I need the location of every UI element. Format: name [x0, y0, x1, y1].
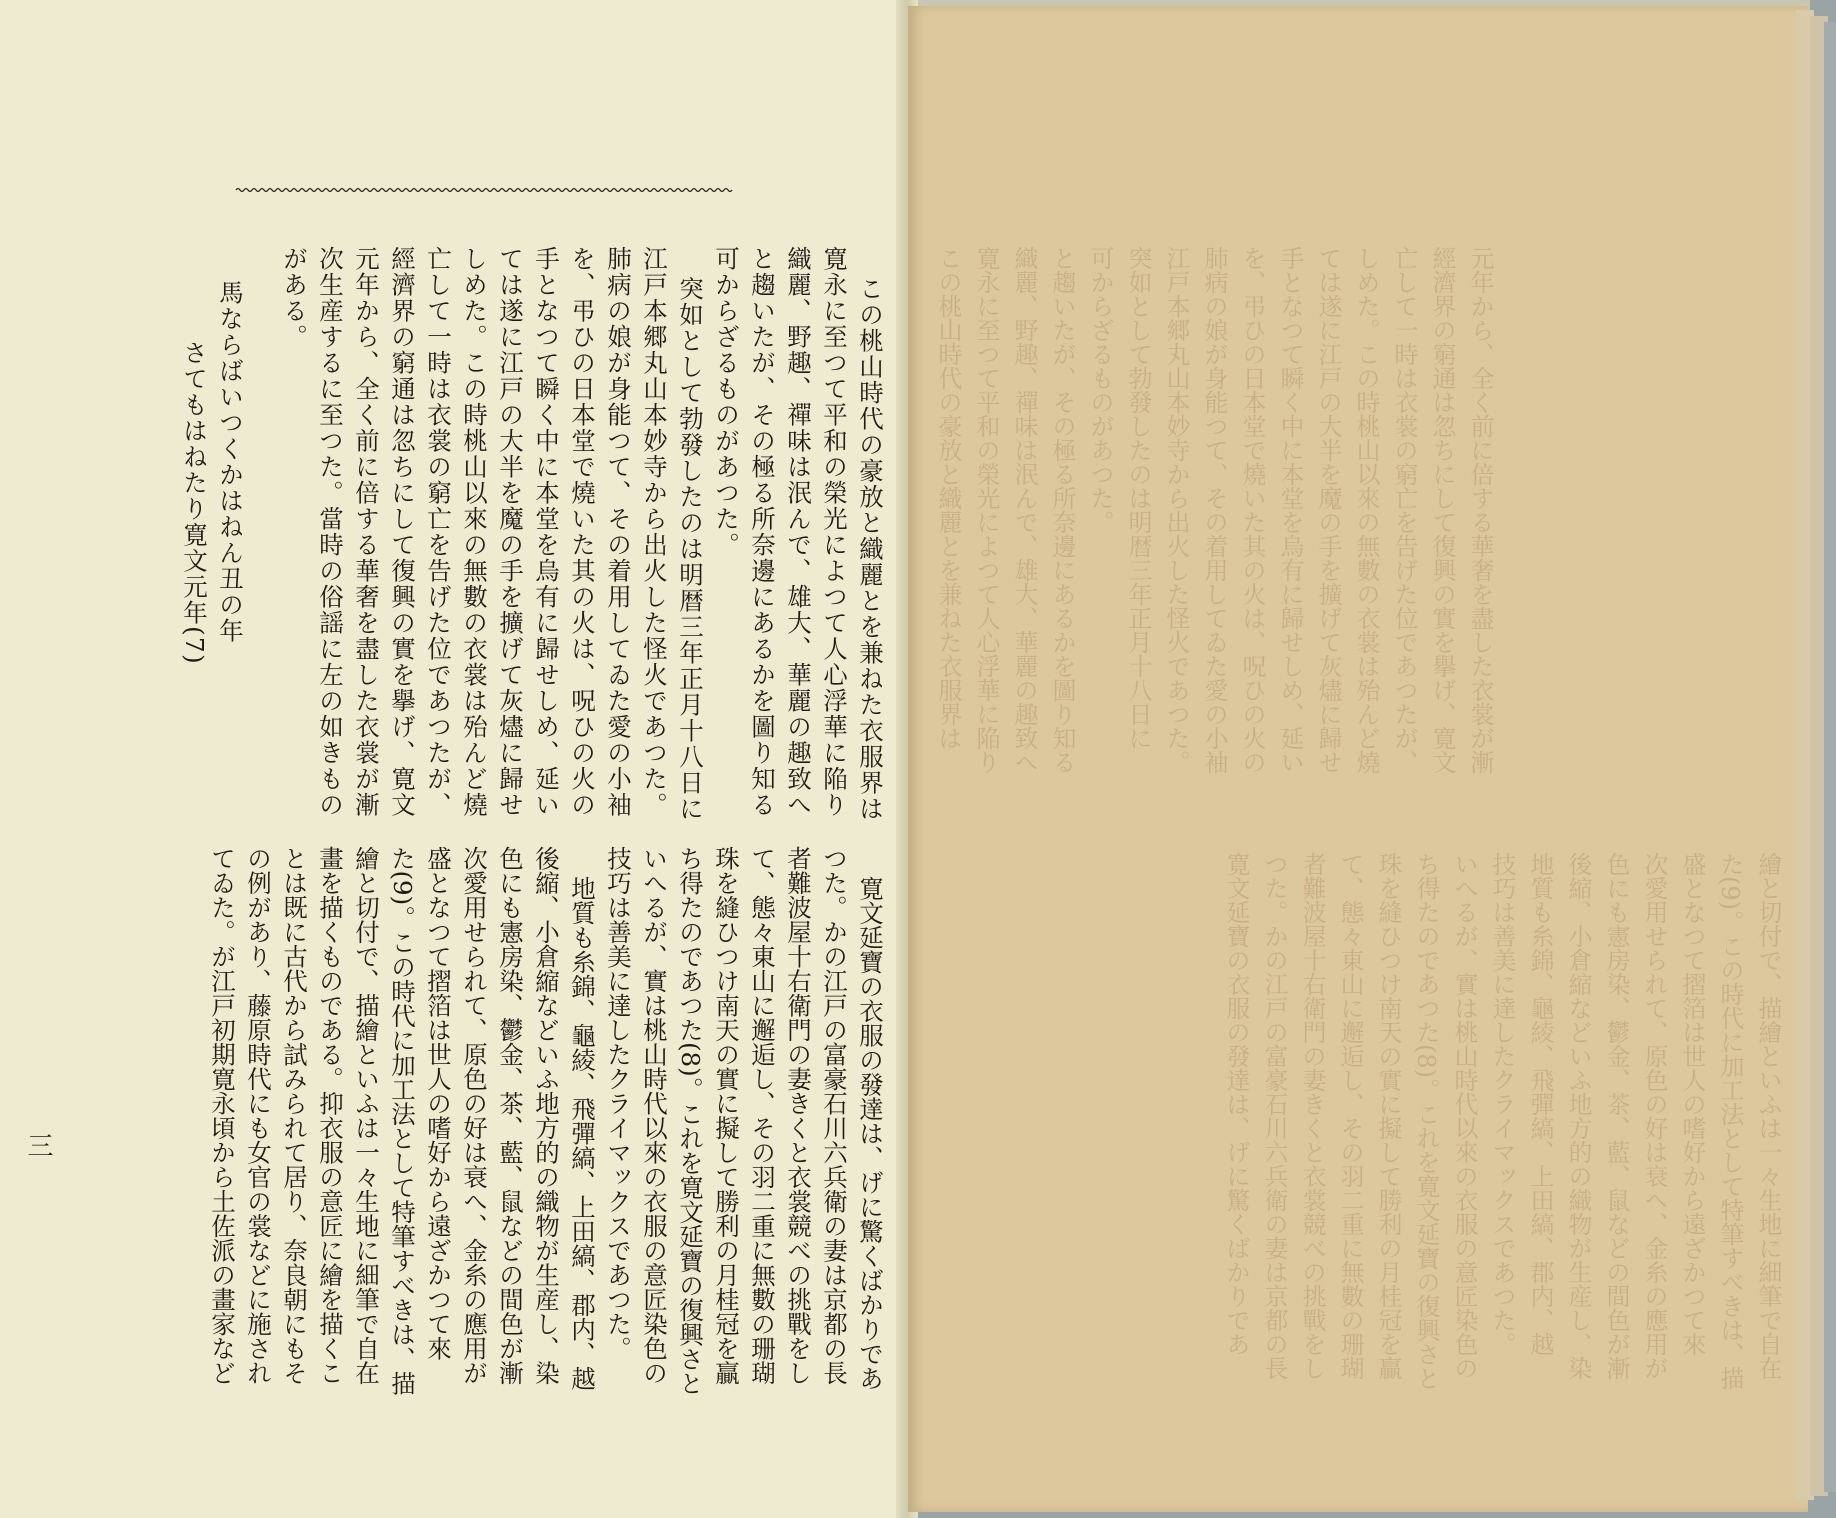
text-column: てゐた。が江戸初期寛永頃から土佐派の畫家など [208, 846, 237, 1385]
text-column: 色にも憲房染、鬱金、茶、藍、鼠などの間色が漸 [496, 846, 525, 1385]
text-column: を、弔ひの日本堂で燒いた其の火は、呪ひの火の [568, 246, 597, 818]
text-column: がある。 [280, 246, 309, 350]
text-column: この桃山時代の豪放と織麗とを兼ねた衣服界は [856, 276, 885, 822]
text-column: を、弔ひの日本堂で燒いた其の火は、呪ひの火の [1238, 246, 1266, 774]
text-column: 經濟界の窮通は忽ちにして復興の實を擧げ、寛文 [388, 246, 417, 818]
text-column: た(9)。この時代に加工法として特筆すべきは、描 [1716, 852, 1744, 1390]
text-column: の例があり、藤原時代にも女官の裳などに施され [244, 846, 273, 1385]
text-column: 亡して一時は衣裳の窮亡を告げた位であつたが、 [1390, 246, 1418, 774]
text-column: ては遂に江戸の大半を魔の手を擴げて灰燼に歸せ [1314, 246, 1342, 774]
text-column: 可からざるものがあつた。 [712, 246, 741, 558]
page-edge [1824, 22, 1836, 1492]
text-column: 珠を縫ひつけ南天の實に擬して勝利の月桂冠を贏 [1374, 852, 1402, 1380]
text-column: ち得たのであつた(8)。これを寛文延寶の復興さと [676, 846, 705, 1396]
text-column: 繪と切付で、描繪といふは一々生地に細筆で自在 [352, 846, 381, 1385]
text-column: 後縮、小倉縮などいふ地方的の織物が生産し、染 [532, 846, 561, 1385]
text-column: と趨いたが、その極る所奈邊にあるかを圖り知る [1048, 246, 1076, 774]
text-column: 後縮、小倉縮などいふ地方的の織物が生産し、染 [1564, 852, 1592, 1380]
text-column: 手となつて瞬く中に本堂を烏有に歸せしめ、延い [532, 246, 561, 818]
text-column: 者難波屋十右衛門の妻きくと衣裳競べの挑戰をし [1298, 852, 1326, 1380]
text-column: ては遂に江戸の大半を魔の手を擴げて灰燼に歸せ [496, 246, 525, 818]
text-column: 畫を描くものである。抑衣服の意匠に繪を描くこ [316, 846, 345, 1385]
text-column: 肺病の娘が身能つて、その着用してゐた愛の小袖 [1200, 246, 1228, 774]
text-column: 元年から、全く前に倍する華奢を盡した衣裳が漸 [1466, 246, 1494, 774]
text-column: て、態々東山に邂逅し、その羽二重に無數の珊瑚 [1336, 852, 1364, 1380]
text-column: 盛となつて摺箔は世人の嗜好から遠ざかつて來 [424, 846, 453, 1361]
text-column: 突如として勃發したのは明暦三年正月十八日に [676, 276, 705, 822]
text-column: いへるが、實は桃山時代以來の衣服の意匠染色の [640, 846, 669, 1385]
text-column: 技巧は善美に達したクライマックスであつた。 [604, 846, 633, 1361]
text-column: 江戸本郷丸山本妙寺から出火した怪火であつた。 [1162, 246, 1190, 774]
text-column: て、態々東山に邂逅し、その羽二重に無數の珊瑚 [748, 846, 777, 1385]
text-column: と趨いたが、その極る所奈邊にあるかを圖り知る [748, 246, 777, 818]
text-column: 地質も糸錦、龜綾、飛彈縞、上田縞、郡内、越 [1526, 852, 1554, 1356]
text-column: 江戸本郷丸山本妙寺から出火した怪火であつた。 [640, 246, 669, 818]
text-column: 寛文延寶の衣服の發達は、げに驚くばかりであ [856, 876, 885, 1391]
text-column: つた。かの江戸の富豪石川六兵衛の妻は京都の長 [1260, 852, 1288, 1380]
text-column: 盛となつて摺箔は世人の嗜好から遠ざかつて來 [1678, 852, 1706, 1356]
text-column: いへるが、實は桃山時代以來の衣服の意匠染色の [1450, 852, 1478, 1380]
left-page [0, 0, 912, 1518]
text-column: 寛永に至つて平和の榮光によつて人心浮華に陥り [972, 246, 1000, 774]
text-column: 者難波屋十右衛門の妻きくと衣裳競べの挑戰をし [784, 846, 813, 1385]
text-column: 次生産するに至つた。當時の俗謡に左の如きもの [316, 246, 345, 818]
text-column: 次愛用せられて、原色の好は衰へ、金糸の應用が [1640, 852, 1668, 1380]
text-column: 珠を縫ひつけ南天の實に擬して勝利の月桂冠を贏 [712, 846, 741, 1385]
text-column: しめた。この時桃山以來の無數の衣裳は殆んど燒 [1352, 246, 1380, 774]
text-column: 可からざるものがあつた。 [1086, 246, 1114, 534]
text-column: 經濟界の窮通は忽ちにして復興の實を擧げ、寛文 [1428, 246, 1456, 774]
text-column: 繪と切付で、描繪といふは一々生地に細筆で自在 [1754, 852, 1782, 1380]
text-column: 次愛用せられて、原色の好は衰へ、金糸の應用が [460, 846, 489, 1385]
text-column: 馬ならばいつくかはねん丑の年 [216, 280, 245, 644]
text-column: 織麗、野趣、禪味は泯んで、雄大、華麗の趣致へ [1010, 246, 1038, 774]
text-column: 地質も糸錦、龜綾、飛彈縞、上田縞、郡内、越 [568, 876, 597, 1391]
text-column: さてもはねたり寛文元年(7) [180, 340, 209, 666]
text-column: 亡して一時は衣裳の窮亡を告げた位であつたが、 [424, 246, 453, 818]
text-column: つた。かの江戸の富豪石川六兵衛の妻は京都の長 [820, 846, 849, 1385]
page-number: 三 [23, 1132, 53, 1158]
text-column: 肺病の娘が身能つて、その着用してゐた愛の小袖 [604, 246, 633, 818]
text-column: 織麗、野趣、禪味は泯んで、雄大、華麗の趣致へ [784, 246, 813, 818]
text-column: 色にも憲房染、鬱金、茶、藍、鼠などの間色が漸 [1602, 852, 1630, 1380]
text-column: とは既に古代から試みられて居り、奈良朝にもそ [280, 846, 309, 1385]
text-column: この桃山時代の豪放と織麗とを兼ねた衣服界は [934, 246, 962, 750]
text-column: た(9)。この時代に加工法として特筆すべきは、描 [388, 846, 417, 1396]
text-column: 技巧は善美に達したクライマックスであつた。 [1488, 852, 1516, 1356]
text-column: 寛永に至つて平和の榮光によつて人心浮華に陥り [820, 246, 849, 818]
text-column: 突如として勃發したのは明暦三年正月十八日に [1124, 246, 1152, 750]
right-page [908, 6, 1808, 1512]
text-column: ち得たのであつた(8)。これを寛文延寶の復興さと [1412, 852, 1440, 1390]
text-column: 元年から、全く前に倍する華奢を盡した衣裳が漸 [352, 246, 381, 818]
text-column: しめた。この時桃山以來の無數の衣裳は殆んど燒 [460, 246, 489, 818]
text-column: 寛文延寶の衣服の發達は、げに驚くばかりであ [1222, 852, 1250, 1356]
wavy-rule [0, 172, 912, 212]
text-column: 手となつて瞬く中に本堂を烏有に歸せしめ、延い [1276, 246, 1304, 774]
